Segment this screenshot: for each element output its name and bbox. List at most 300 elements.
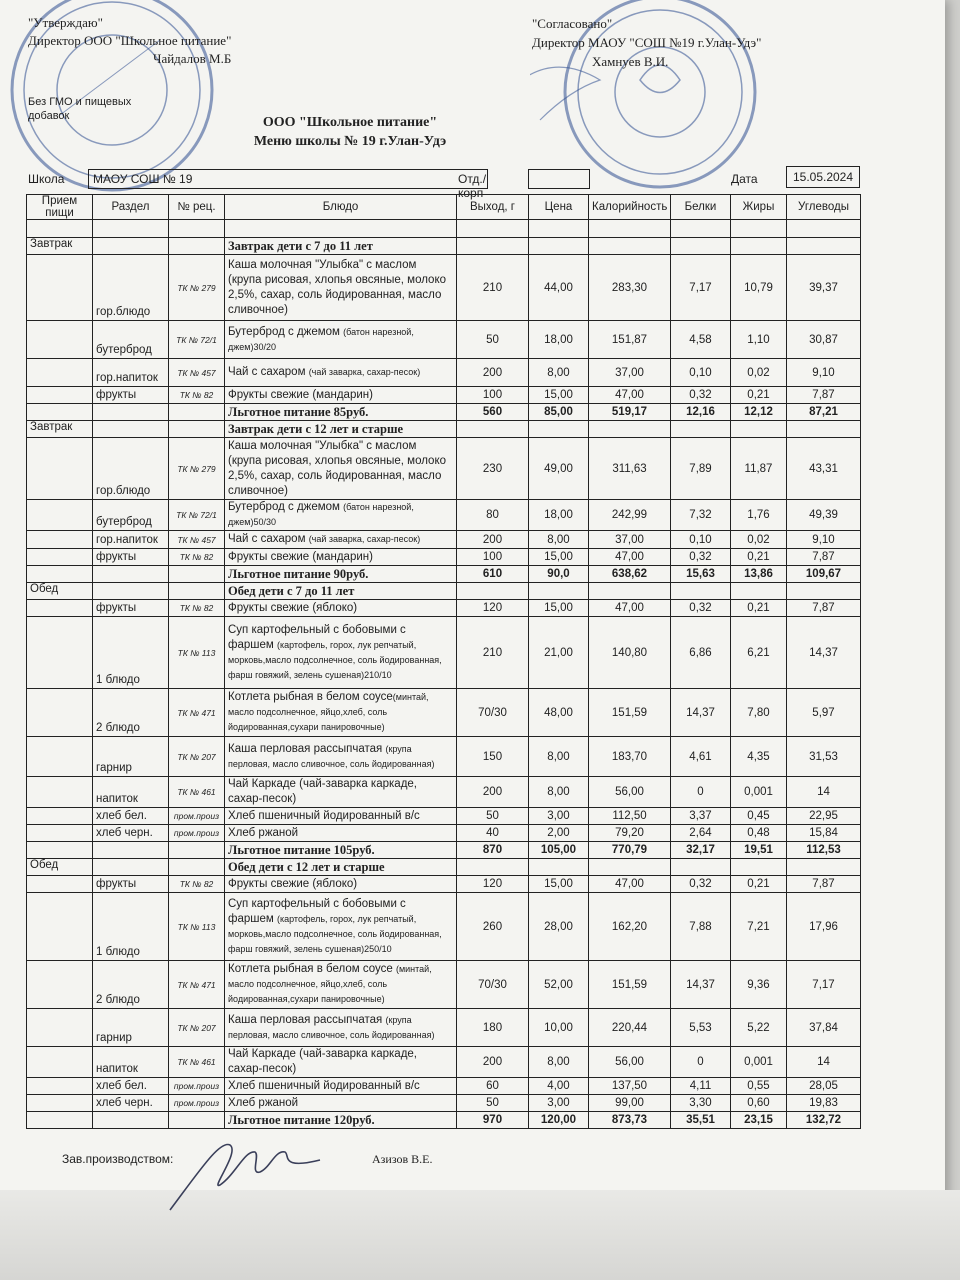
meal-cell (27, 438, 93, 500)
dish-name: Каша молочная "Улыбка" с маслом (крупа рисовая, хлопья овсяные, молоко 2,5%, сахар, соль йодированная, масло сливочное) (228, 439, 447, 497)
section-cell: хлеб бел. (93, 1078, 169, 1095)
recipe-number: ТК № 461 (169, 1047, 225, 1078)
dish-cell (225, 1047, 457, 1078)
dish-cell (225, 1009, 457, 1047)
kcal-cell: 183,70 (589, 737, 671, 777)
weight-cell: 70/30 (457, 689, 529, 737)
total-kcal: 770,79 (589, 842, 671, 859)
col-header: Калорийность (589, 195, 671, 220)
date-value: 15.05.2024 (786, 166, 860, 188)
empty-cell (731, 583, 787, 600)
section-cell: хлеб бел. (93, 808, 169, 825)
kcal-cell: 140,80 (589, 617, 671, 689)
kcal-cell: 151,87 (589, 321, 671, 359)
table-row (27, 387, 861, 404)
table-row (27, 876, 861, 893)
empty-cell (93, 238, 169, 255)
dish-name: Котлета рыбная в белом соусе (228, 963, 396, 975)
kcal-cell: 47,00 (589, 549, 671, 566)
price-cell: 8,00 (529, 777, 589, 808)
empty-cell (529, 421, 589, 438)
dish-cell (225, 600, 457, 617)
meal-header-row (27, 238, 861, 255)
protein-cell: 7,17 (671, 255, 731, 321)
kcal-cell: 137,50 (589, 1078, 671, 1095)
recipe-number: ТК № 113 (169, 893, 225, 961)
kcal-cell: 47,00 (589, 387, 671, 404)
weight-cell: 180 (457, 1009, 529, 1047)
dish-ingredients: (минтай, масло подсолнечное, яйцо,хлеб, соль йодированная,сухари панировочные) (228, 964, 432, 1004)
menu-table-body (27, 238, 861, 1129)
table-row (27, 893, 861, 961)
empty-cell (169, 859, 225, 876)
no-gmo-note: Без ГМО и пищевых добавок (28, 96, 132, 122)
price-cell: 21,00 (529, 617, 589, 689)
price-cell: 3,00 (529, 808, 589, 825)
price-cell: 15,00 (529, 600, 589, 617)
total-fat: 23,15 (731, 1112, 787, 1129)
total-weight: 870 (457, 842, 529, 859)
total-row (27, 842, 861, 859)
section-cell: гор.напиток (93, 531, 169, 549)
empty-cell (27, 1112, 93, 1129)
recipe-number: ТК № 207 (169, 1009, 225, 1047)
dish-ingredients: (картофель, горох, лук репчатый, морковь,масло подсолнечное, соль йодированная, фарш говяжий, зелень сушеная)250/10 (228, 913, 442, 954)
protein-cell: 7,32 (671, 500, 731, 531)
carbs-cell: 30,87 (787, 321, 861, 359)
recipe-number: ТК № 207 (169, 737, 225, 777)
fat-cell: 0,55 (731, 1078, 787, 1095)
meal-group-title: Завтрак дети с 7 до 11 лет (225, 238, 457, 255)
empty-cell (457, 859, 529, 876)
col-header: Цена (529, 195, 589, 220)
table-row (27, 825, 861, 842)
weight-cell: 200 (457, 1047, 529, 1078)
col-header: Выход, г (457, 195, 529, 220)
empty-cell (589, 421, 671, 438)
price-cell: 18,00 (529, 321, 589, 359)
section-cell: гарнир (93, 1009, 169, 1047)
table-row (27, 600, 861, 617)
school-value: МАОУ СОШ № 19 (88, 169, 488, 189)
weight-cell: 60 (457, 1078, 529, 1095)
weight-cell: 50 (457, 1095, 529, 1112)
recipe-number: ТК № 457 (169, 531, 225, 549)
dish-name: Фрукты свежие (яблоко) (228, 877, 358, 890)
carbs-cell: 28,05 (787, 1078, 861, 1095)
kcal-cell: 112,50 (589, 808, 671, 825)
approval-right-line2: Директор МАОУ "СОШ №19 г.Улан-Удэ" (532, 35, 762, 50)
dish-cell (225, 1095, 457, 1112)
empty-cell (589, 583, 671, 600)
dish-cell (225, 961, 457, 1009)
kcal-cell: 242,99 (589, 500, 671, 531)
total-fat: 19,51 (731, 842, 787, 859)
meal-cell (27, 1078, 93, 1095)
meal-group-title: Обед дети с 12 лет и старше (225, 859, 457, 876)
school-label: Школа (28, 172, 65, 186)
table-row (27, 321, 861, 359)
col-header: Белки (671, 195, 731, 220)
weight-cell: 40 (457, 825, 529, 842)
recipe-number: ТК № 72/1 (169, 500, 225, 531)
dish-name: Чай с сахаром (228, 533, 309, 545)
carbs-cell: 49,39 (787, 500, 861, 531)
dish-name: Хлеб ржаной (228, 826, 299, 839)
empty-cell (671, 238, 731, 255)
table-row (27, 617, 861, 689)
approval-left-line1: "Утверждаю" (28, 15, 103, 30)
weight-cell: 120 (457, 876, 529, 893)
carbs-cell: 7,87 (787, 549, 861, 566)
fat-cell: 11,87 (731, 438, 787, 500)
empty-cell (787, 421, 861, 438)
weight-cell: 210 (457, 617, 529, 689)
recipe-number: ТК № 471 (169, 961, 225, 1009)
empty-cell (169, 421, 225, 438)
dept-label: Отд./корп (458, 172, 487, 200)
approval-block-right (532, 14, 761, 71)
dish-name: Каша перловая рассыпчатая (228, 1013, 386, 1026)
total-label: Льготное питание 120руб. (225, 1112, 457, 1129)
meal-cell (27, 359, 93, 387)
recipe-number: ТК № 82 (169, 387, 225, 404)
total-label: Льготное питание 105руб. (225, 842, 457, 859)
fat-cell: 0,21 (731, 387, 787, 404)
total-carbs: 112,53 (787, 842, 861, 859)
meal-label: Обед (27, 859, 93, 876)
total-row (27, 566, 861, 583)
price-cell: 52,00 (529, 961, 589, 1009)
price-cell: 2,00 (529, 825, 589, 842)
section-cell: гор.блюдо (93, 255, 169, 321)
recipe-number: пром.произ (169, 1095, 225, 1112)
total-price: 120,00 (529, 1112, 589, 1129)
recipe-number: ТК № 113 (169, 617, 225, 689)
dish-ingredients: (крупа перловая, масло сливочное, соль йодированная) (228, 1014, 435, 1040)
kcal-cell: 47,00 (589, 600, 671, 617)
dish-name: Бутерброд с джемом (228, 501, 344, 513)
total-carbs: 132,72 (787, 1112, 861, 1129)
carbs-cell: 9,10 (787, 531, 861, 549)
dish-name: Каша молочная "Улыбка" с маслом (крупа рисовая, хлопья овсяные, молоко 2,5%, сахар, соль йодированная, масло сливочное) (228, 258, 447, 316)
carbs-cell: 14,37 (787, 617, 861, 689)
table-row (27, 961, 861, 1009)
section-cell: фрукты (93, 549, 169, 566)
protein-cell: 0 (671, 777, 731, 808)
fat-cell: 1,76 (731, 500, 787, 531)
fat-cell: 0,02 (731, 359, 787, 387)
meal-cell (27, 737, 93, 777)
meal-cell (27, 689, 93, 737)
protein-cell: 0,32 (671, 600, 731, 617)
dish-name: Фрукты свежие (яблоко) (228, 601, 358, 614)
protein-cell: 0,32 (671, 549, 731, 566)
dish-cell (225, 438, 457, 500)
meal-cell (27, 777, 93, 808)
empty-cell (457, 421, 529, 438)
empty-cell (27, 404, 93, 421)
meal-header-row (27, 859, 861, 876)
carbs-cell: 22,95 (787, 808, 861, 825)
fat-cell: 0,60 (731, 1095, 787, 1112)
carbs-cell: 19,83 (787, 1095, 861, 1112)
empty-cell (27, 566, 93, 583)
meal-group-title: Завтрак дети с 12 лет и старше (225, 421, 457, 438)
fat-cell: 5,22 (731, 1009, 787, 1047)
price-cell: 49,00 (529, 438, 589, 500)
weight-cell: 260 (457, 893, 529, 961)
dish-name: Фрукты свежие (мандарин) (228, 550, 373, 563)
empty-cell (27, 842, 93, 859)
protein-cell: 0,10 (671, 359, 731, 387)
dish-ingredients: (картофель, горох, лук репчатый, морковь,масло подсолнечное, соль йодированная, фарш говяжий, зелень сушеная)210/10 (228, 639, 442, 680)
carbs-cell: 39,37 (787, 255, 861, 321)
meal-cell (27, 893, 93, 961)
section-cell: напиток (93, 777, 169, 808)
recipe-number: ТК № 72/1 (169, 321, 225, 359)
recipe-number: ТК № 82 (169, 600, 225, 617)
section-cell: бутерброд (93, 500, 169, 531)
total-protein: 35,51 (671, 1112, 731, 1129)
col-header: Жиры (731, 195, 787, 220)
kcal-cell: 37,00 (589, 359, 671, 387)
dish-name: Бутерброд с джемом (228, 325, 344, 338)
protein-cell: 4,61 (671, 737, 731, 777)
title-line1: ООО "Школьное питание" (262, 115, 438, 130)
recipe-number: ТК № 457 (169, 359, 225, 387)
approval-left-line3: Чайдалов М.Б (153, 51, 232, 66)
dish-name: Хлеб пшеничный йодированный в/с (228, 809, 420, 822)
dish-ingredients: (чай заварка, сахар-песок) (308, 367, 421, 377)
meal-header-row (27, 583, 861, 600)
price-cell: 10,00 (529, 1009, 589, 1047)
weight-cell: 150 (457, 737, 529, 777)
protein-cell: 14,37 (671, 961, 731, 1009)
meal-cell (27, 600, 93, 617)
dish-name: Котлета рыбная в белом соусе (228, 691, 393, 703)
kcal-cell: 56,00 (589, 777, 671, 808)
kcal-cell: 162,20 (589, 893, 671, 961)
table-row (27, 1095, 861, 1112)
dish-name: Суп картофельный с бобовыми с фаршем (228, 623, 406, 651)
section-cell: гор.напиток (93, 359, 169, 387)
document-title (200, 113, 500, 151)
section-cell: гарнир (93, 737, 169, 777)
weight-cell: 50 (457, 321, 529, 359)
carbs-cell: 43,31 (787, 438, 861, 500)
kcal-cell: 99,00 (589, 1095, 671, 1112)
dish-cell (225, 255, 457, 321)
fat-cell: 7,21 (731, 893, 787, 961)
col-header: Блюдо (225, 195, 457, 220)
dish-cell (225, 737, 457, 777)
dish-name: Фрукты свежие (мандарин) (228, 388, 373, 401)
dish-ingredients: (крупа перловая, масло сливочное, соль йодированная) (228, 743, 435, 769)
meal-cell (27, 500, 93, 531)
dish-cell (225, 808, 457, 825)
col-header: Прием пищи (27, 195, 93, 220)
table-header-row (27, 195, 861, 220)
meal-cell (27, 549, 93, 566)
approval-right-line1: "Согласовано" (532, 16, 613, 31)
protein-cell: 0,32 (671, 387, 731, 404)
empty-cell (169, 238, 225, 255)
price-cell: 44,00 (529, 255, 589, 321)
empty-cell (93, 859, 169, 876)
fat-cell: 6,21 (731, 617, 787, 689)
section-cell: 1 блюдо (93, 893, 169, 961)
kcal-cell: 220,44 (589, 1009, 671, 1047)
dish-cell (225, 387, 457, 404)
dish-name: Суп картофельный с бобовыми с фаршем (228, 897, 406, 925)
price-cell: 8,00 (529, 737, 589, 777)
kcal-cell: 311,63 (589, 438, 671, 500)
weight-cell: 70/30 (457, 961, 529, 1009)
spacer-row (27, 220, 861, 238)
recipe-number: пром.произ (169, 1078, 225, 1095)
total-weight: 970 (457, 1112, 529, 1129)
meal-cell (27, 255, 93, 321)
total-carbs: 87,21 (787, 404, 861, 421)
total-label: Льготное питание 90руб. (225, 566, 457, 583)
footer-label: Зав.производством: (62, 1152, 174, 1166)
price-cell: 15,00 (529, 387, 589, 404)
dish-name: Чай Каркаде (чай-заварка каркаде, сахар-песок) (228, 1048, 417, 1075)
empty-cell (93, 566, 169, 583)
fat-cell: 7,80 (731, 689, 787, 737)
kcal-cell: 151,59 (589, 689, 671, 737)
meal-cell (27, 808, 93, 825)
total-row (27, 404, 861, 421)
kcal-cell: 47,00 (589, 876, 671, 893)
meal-cell (27, 825, 93, 842)
empty-cell (671, 859, 731, 876)
protein-cell: 0,10 (671, 531, 731, 549)
recipe-number: ТК № 82 (169, 876, 225, 893)
empty-cell (787, 238, 861, 255)
fat-cell: 0,45 (731, 808, 787, 825)
kcal-cell: 283,30 (589, 255, 671, 321)
footer-name: Азизов В.Е. (372, 1152, 433, 1166)
price-cell: 8,00 (529, 531, 589, 549)
table-row (27, 689, 861, 737)
dish-cell (225, 1078, 457, 1095)
empty-cell (93, 1112, 169, 1129)
background-surface (0, 1190, 960, 1280)
protein-cell: 0,32 (671, 876, 731, 893)
carbs-cell: 15,84 (787, 825, 861, 842)
total-protein: 15,63 (671, 566, 731, 583)
protein-cell: 14,37 (671, 689, 731, 737)
price-cell: 8,00 (529, 359, 589, 387)
dish-name: Хлеб ржаной (228, 1096, 299, 1109)
weight-cell: 100 (457, 549, 529, 566)
signature-mark (160, 1130, 330, 1215)
empty-cell (787, 859, 861, 876)
dish-name: Каша перловая рассыпчатая (228, 742, 386, 755)
dish-cell (225, 549, 457, 566)
dish-name: Чай Каркаде (чай-заварка каркаде, сахар-песок) (228, 778, 417, 805)
protein-cell: 4,11 (671, 1078, 731, 1095)
kcal-cell: 151,59 (589, 961, 671, 1009)
section-cell: хлеб черн. (93, 825, 169, 842)
approval-block-left (28, 14, 231, 68)
kcal-cell: 56,00 (589, 1047, 671, 1078)
protein-cell: 3,30 (671, 1095, 731, 1112)
section-cell: фрукты (93, 876, 169, 893)
total-weight: 560 (457, 404, 529, 421)
fat-cell: 0,02 (731, 531, 787, 549)
total-carbs: 109,67 (787, 566, 861, 583)
section-cell: 2 блюдо (93, 961, 169, 1009)
dish-cell (225, 359, 457, 387)
dish-ingredients: (батон нарезной, джем)30/20 (228, 326, 414, 352)
meal-cell (27, 876, 93, 893)
weight-cell: 200 (457, 359, 529, 387)
recipe-number: ТК № 82 (169, 549, 225, 566)
fat-cell: 0,21 (731, 549, 787, 566)
carbs-cell: 7,17 (787, 961, 861, 1009)
carbs-cell: 37,84 (787, 1009, 861, 1047)
empty-cell (589, 238, 671, 255)
meal-group-title: Обед дети с 7 до 11 лет (225, 583, 457, 600)
price-cell: 8,00 (529, 1047, 589, 1078)
table-row (27, 808, 861, 825)
meal-label: Завтрак (27, 421, 93, 438)
dept-box (528, 169, 590, 189)
total-label: Льготное питание 85руб. (225, 404, 457, 421)
recipe-number: ТК № 461 (169, 777, 225, 808)
total-price: 85,00 (529, 404, 589, 421)
total-fat: 13,86 (731, 566, 787, 583)
price-cell: 15,00 (529, 549, 589, 566)
approval-left-line2: Директор ООО "Школьное питание" (28, 33, 232, 48)
total-row (27, 1112, 861, 1129)
empty-cell (731, 421, 787, 438)
dish-ingredients: (минтай, масло подсолнечное, яйцо,хлеб, соль йодированная,сухари панировочные) (228, 692, 429, 732)
meal-cell (27, 1009, 93, 1047)
meal-label: Завтрак (27, 238, 93, 255)
empty-cell (169, 566, 225, 583)
total-kcal: 519,17 (589, 404, 671, 421)
recipe-number: пром.произ (169, 825, 225, 842)
carbs-cell: 7,87 (787, 876, 861, 893)
recipe-number: ТК № 279 (169, 255, 225, 321)
total-weight: 610 (457, 566, 529, 583)
empty-cell (529, 859, 589, 876)
meal-label: Обед (27, 583, 93, 600)
empty-cell (671, 583, 731, 600)
empty-cell (93, 421, 169, 438)
carbs-cell: 14 (787, 777, 861, 808)
kcal-cell: 79,20 (589, 825, 671, 842)
fat-cell: 0,001 (731, 777, 787, 808)
table-row (27, 777, 861, 808)
fat-cell: 1,10 (731, 321, 787, 359)
protein-cell: 3,37 (671, 808, 731, 825)
carbs-cell: 7,87 (787, 387, 861, 404)
section-cell: 2 блюдо (93, 689, 169, 737)
approval-right-line3: Хамнуев В.И. (592, 54, 669, 69)
dish-cell (225, 531, 457, 549)
total-price: 105,00 (529, 842, 589, 859)
kcal-cell: 37,00 (589, 531, 671, 549)
fat-cell: 4,35 (731, 737, 787, 777)
weight-cell: 80 (457, 500, 529, 531)
weight-cell: 210 (457, 255, 529, 321)
meal-cell (27, 617, 93, 689)
